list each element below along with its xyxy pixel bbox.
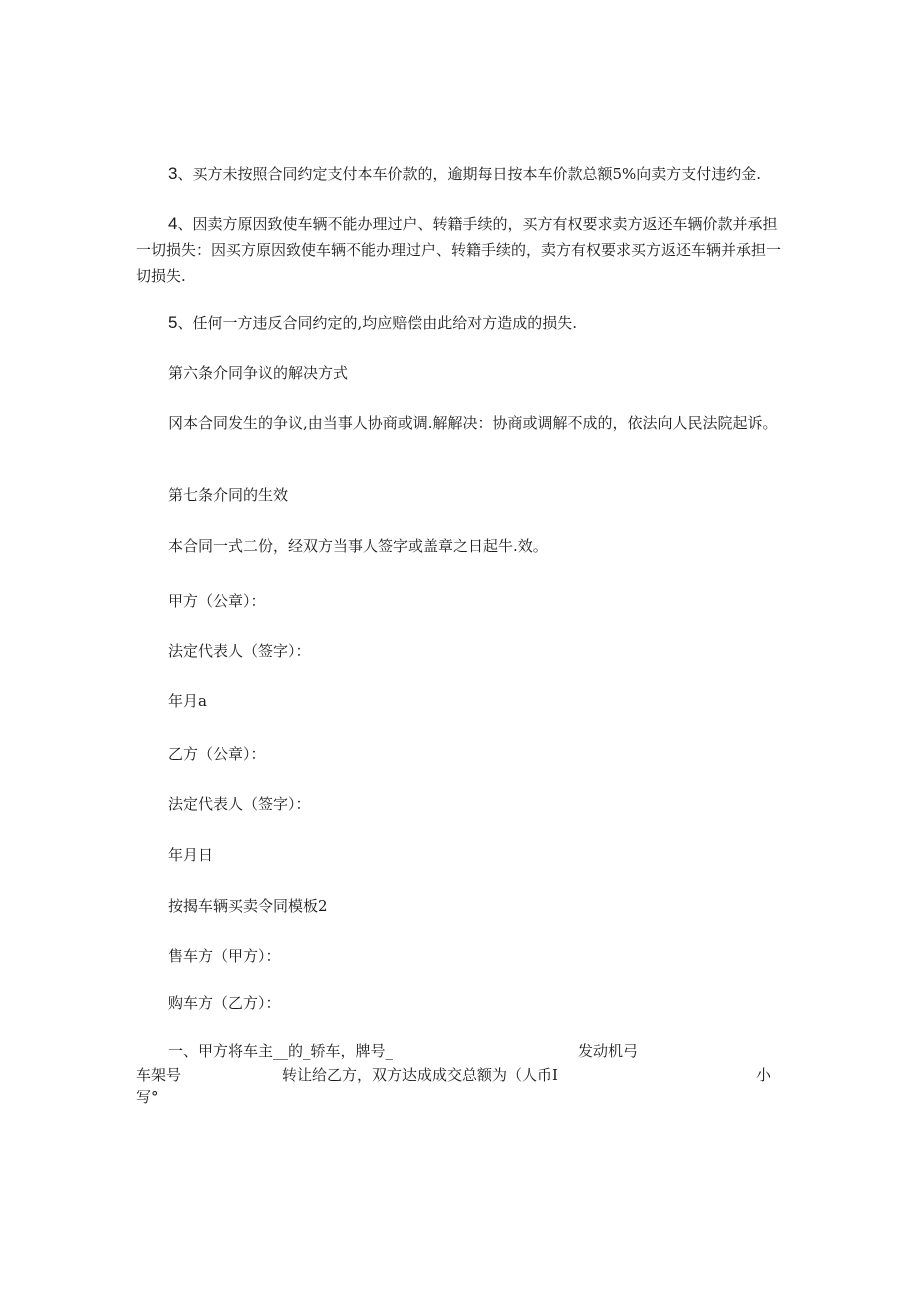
party-a-date: 年月a <box>168 692 207 710</box>
clause-5-text: 、任何一方违反合同约定的,均应赔偿由此给对方造成的损失. <box>177 314 578 332</box>
party-b-date: 年月日 <box>168 846 214 864</box>
party-b-representative: 法定代表人（签字）： <box>168 795 311 813</box>
article-6-heading: 第六条介同争议的解决方式 <box>168 364 349 382</box>
party-a-seal: 甲方（公章）： <box>168 592 266 610</box>
article-7-body: 本合同一式二份，经双方当事人签字或盖章之日起牛.效。 <box>168 537 548 555</box>
template-2-title: 按揭车辆买卖令同模板2 <box>168 897 328 915</box>
clause-4 <box>136 211 786 289</box>
item-1-frame-label: 车架号 <box>136 1066 182 1084</box>
clause-4-number: 4 <box>168 214 178 233</box>
article-6-body: 冈本合同发生的争议,由当事人协商或调.解解决：协商或调解不成的，依法向人民法院起诉。 <box>168 414 778 432</box>
buyer-line: 购车方（乙方）： <box>168 994 281 1012</box>
party-b-seal: 乙方（公章）： <box>168 745 266 763</box>
seller-line: 售车方（甲方）： <box>168 947 281 965</box>
item-1-write-label: 写° <box>136 1088 159 1106</box>
clause-5-number: 5 <box>168 313 178 332</box>
party-a-representative: 法定代表人（签字）： <box>168 642 311 660</box>
item-1-lowercase-label: 小 <box>756 1066 772 1084</box>
item-1-transfer-text: 转让给乙方，双方达成成交总额为（人币I <box>282 1066 558 1084</box>
item-1-engine-label: 发动机弓 <box>578 1042 639 1060</box>
clause-4-text: 、因卖方原因致使车辆不能办理过户、转籍手续的，买方有权要求卖方返还车辆价款并承担一切损失：因买方原因致使车辆不能办理过户、转籍手续的，卖方有权要求买方返还车辆并承担一切损失. <box>136 215 782 285</box>
clause-3 <box>136 161 786 187</box>
clause-3-text: 、买方未按照合同约定支付本车价款的，逾期每日按本车价款总额5%向卖方支付违约金. <box>177 165 762 183</box>
article-7-heading: 第七条介同的生效 <box>168 486 289 504</box>
clause-5 <box>136 310 786 336</box>
item-1-vehicle-line: 一、甲方将车主__的_轿车，牌号_ <box>168 1042 394 1060</box>
clause-3-number: 3 <box>168 164 178 183</box>
